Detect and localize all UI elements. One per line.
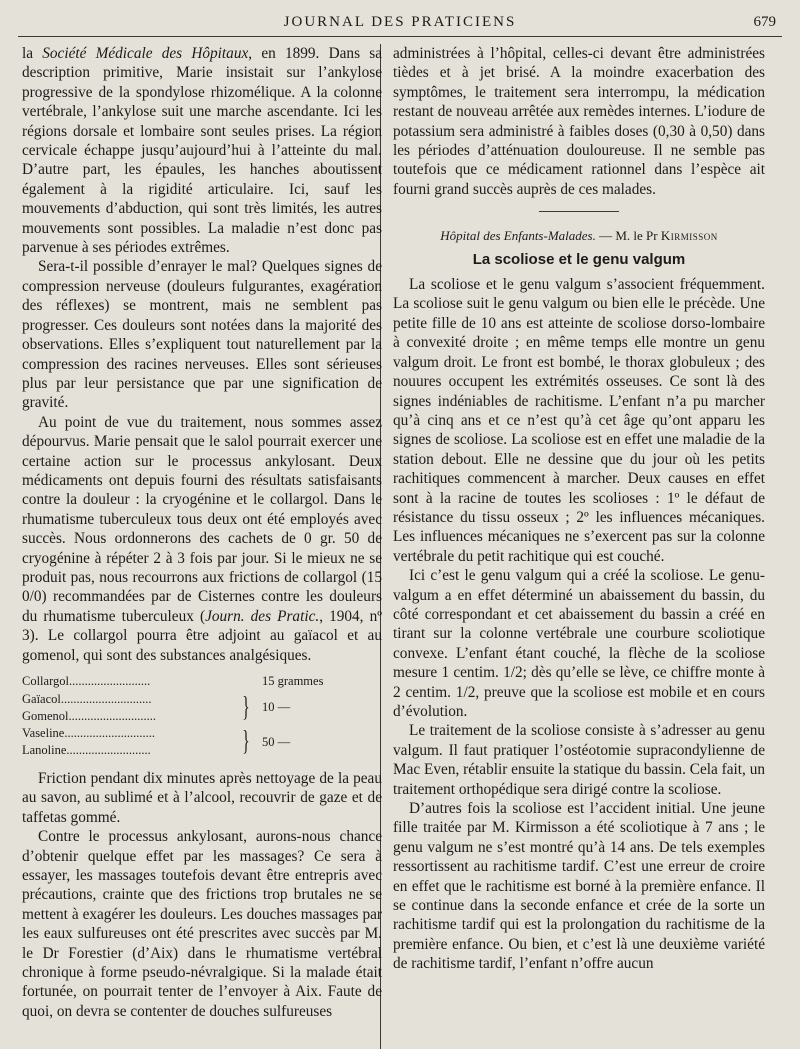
paragraph: Friction pendant dix minutes après nettoyage de la peau au savon, au sublimé et à l’alcool, recouvrir de gaze et de taffetas gommé.	[22, 769, 382, 826]
section-separator	[539, 211, 619, 212]
formula-line	[22, 673, 382, 690]
paragraph: Sera-t-il possible d’enrayer le mal? Quelques signes de compression nerveuse (douleurs fulgurantes, exagération des réflexes) se montrent, mais ne semblent pas progresser. Ces douleurs sont notées dans la majorité des observations. Elles s’expliquent tout naturellement par la compression des racines nerveuses. Elles sont sérieuses plus par leur persistance que par une signification de gravité.	[22, 258, 382, 412]
left-column	[22, 44, 382, 1049]
paragraph: Contre le processus ankylosant, aurons-nous chance d’obtenir quelque effet par les massages? Ce sera à essayer, les massages toutefois devant être entrepris avec précautions, crainte que des frictions trop brutales ne se mettent à exagérer les douleurs. Les douches massages par les eaux sulfureuses ont été prescrites avec succès par M. le Dr Forestier (d’Aix) dans le rhumatisme vertébral chronique à forme pseudo-névralgique. Si la malade était fortunée, on pourrait tenter de l’envoyer à Aix. Faute de quoi, on devra se contenter de douches sulfureuses	[22, 828, 382, 1020]
formula-group	[22, 691, 382, 725]
page-header	[18, 8, 782, 37]
paragraph: administrées à l’hôpital, celles-ci devant être administrées tièdes et à jet brisé. A la moindre exacerbation des symptômes, le traitement sera interrompu, la médication restant de nouveau arrêtée aux remèdes internes. L’iodure de potassium sera administré à faibles doses (0,30 à 0,50) dans les périodes d’atténuation douloureuse. Il ne semble pas toutefois que ce médicament rationnel dans l’espèce ait fourni grand succès auprès de ces malades.	[393, 45, 765, 198]
ingredient-dose: 15 grammes	[262, 674, 324, 688]
ingredient-dose: 50 —	[262, 734, 291, 749]
ingredient-name: Vaseline.............................	[22, 726, 155, 741]
society-name: Société Médicale des Hôpitaux	[42, 45, 249, 62]
running-title: JOURNAL DES PRATICIENS	[283, 14, 517, 30]
paragraph: Le traitement de la scoliose consiste à s’adresser au genu valgum. Il faut pratiquer l’ostéotomie supracondylienne de Mac Even, rétablir ensuite la statique du bassin. Cela fait, un traitement orthopédique sera dirigé contre la scoliose.	[393, 722, 765, 798]
page-number: 679	[753, 14, 776, 30]
paragraph: la Société Médicale des Hôpitaux, en 1899. Dans sa description primitive, Marie insistait sur l’ankylose progressive de la spondylose rhizomélique. A la colonne vertébrale, l’ankylose suit une marche ascendante. Ici les régions dorsale et lombaire sont seules prises. La région cervicale échappe jusqu’aujourd’hui à l’atteinte du mal. D’autre part, les épaules, les hanches aboutissent également à la rigidité articulaire. Ici, sauf les mouvements d’abduction, qui sont très limités, les autres mouvements sont possibles. La maladie n’est donc pas parvenue à ses périodes extrêmes.	[22, 45, 382, 257]
paragraph: Au point de vue du traitement, nous sommes assez dépourvus. Marie pensait que le salol pourrait exercer une certaine action sur le processus ankylosant. Deux médicaments ont depuis fourni des résultats satisfaisants contre la douleur : la cryogénine et le collargol. Dans le rhumatisme tuberculeux tous deux ont été employés avec succès. Nous ordonnerons des cachets de 0 gr. 50 de cryogénine à répéter 2 à 3 fois par jour. Si le mieux ne se produit pas, nous recourrons aux frictions de collargol (15 0/0) recommandées par de Cisternes contre les douleurs du rhumatisme tuberculeux (Journ. des Pratic., 1904, nº 3). Le collargol pourra être adjoint au gaïacol et au gomenol, qui sont des substances analgésiques.	[22, 413, 382, 664]
prescription-formula	[22, 673, 382, 759]
section-byline: Hôpital des Enfants-Malades. — M. le Pr Kirmisson	[440, 228, 718, 244]
ingredient-name: Lanoline...........................	[22, 743, 151, 758]
ingredient-name: Collargol..........................	[22, 674, 151, 688]
journal-reference: Journ. des Pratic.	[205, 607, 320, 625]
ingredient-name: Gomenol............................	[22, 708, 157, 723]
section-title: La scoliose et le genu valgum	[472, 250, 686, 268]
paragraph: D’autres fois la scoliose est l’accident initial. Une jeune fille traitée par M. Kirmisson a été scoliotique à 7 ans ; le genu valgum ne s’est montré qu’à 14 ans. De tels exemples ressortissent au rachitisme tardif. C’est une erreur de croire en effet que le rachitisme est borné à la première enfance. Il se continue dans la seconde enfance et crée de la sorte un rachitisme tardif qui est la prolongation du rachitisme de la première enfance. Ou bien, et c’est là une deuxième variété de rachitisme tardif, l’enfant n’offre aucun	[393, 800, 765, 973]
ingredient-name: Gaïacol.............................	[22, 691, 152, 706]
brace-glyph: }	[242, 726, 250, 758]
brace-glyph: }	[242, 691, 250, 723]
paragraph: Ici c’est le genu valgum qui a créé la scoliose. Le genu-valgum a en effet déterminé un abaissement du bassin, du côté correspondant et cet abaissement du bassin a créé en tirant sur la colonne vertébrale une courbure scoliotique convexe. L’enfant étant couché, la flèche de la scoliose mesure 1 centim. 1/2; dès qu’elle se lève, ce chiffre monte à 2 centim. 1/2, preuve que la scoliose est mobile et en cours d’évolution.	[393, 567, 765, 720]
paragraph: La scoliose et le genu valgum s’associent fréquemment. La scoliose suit le genu valgum ou bien elle le précède. Une petite fille de 10 ans est atteinte de scoliose dorso-lombaire à convexité droite ; en même temps elle montre un genu valgum droit. Le front est bombé, le thorax globuleux ; des nouures occupent les extrémités osseuses. Ce sont là des signes indéniables de rachitisme. L’enfant n’a pu marcher qu’à cinq ans et ce n’est qu’à cet âge qu’ont apparu les signes de scoliose. La scoliose est en effet une maladie de la station debout. Elle ne dessine que du jour où les petits rachitiques commencent à marcher. Deux causes en effet sont à la racine de toutes les scolioses : 1º le défaut de résistance du tissu osseux ; 2º les influences mécaniques. Les influences mécaniques ne s’exercent pas sur la colonne vertébrale du petit rachitique qui est couché.	[393, 276, 765, 565]
right-column	[393, 44, 765, 1049]
ingredient-dose: 10 —	[262, 700, 291, 715]
formula-group	[22, 725, 382, 759]
